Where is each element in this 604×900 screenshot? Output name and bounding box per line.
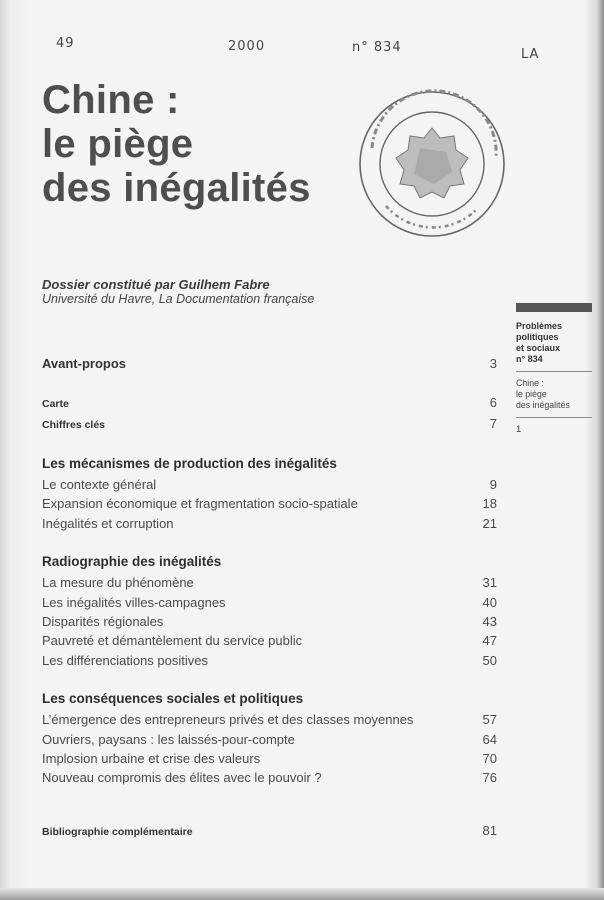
sidebar-divider [516,371,592,372]
section-title: Radiographie des inégalités [42,554,222,570]
toc-entry: Nouveau compromis des élites avec le pouvoir ? 76 [42,770,497,786]
toc-entry-chiffres: Chiffres clés 7 [42,416,497,431]
handwritten-year: 2000 [228,39,266,54]
title-line: Chine : [42,78,180,122]
toc-section [42,455,497,533]
dossier-author: Dossier constitué par Guilhem Fabre [42,277,270,292]
toc-section [42,690,497,788]
toc-entry: Expansion économique et fragmentation socio-spatiale 18 [42,496,497,512]
title-line: des inégalités [42,166,311,210]
toc-entry-bibliography: Bibliographie complémentaire 81 [42,823,497,838]
dossier-credit [42,277,314,307]
toc-entry: Implosion urbaine et crise des valeurs 70 [42,751,497,767]
toc-entry: Pauvreté et démantèlement du service public 47 [42,633,497,649]
toc-entry: L’émergence des entrepreneurs privés et des classes moyennes 57 [42,712,497,728]
page-bottom-edge [0,888,604,900]
toc-entry-avant-propos: Avant-propos 3 [42,356,497,371]
library-stamp [356,88,508,240]
section-title: Les conséquences sociales et politiques [42,691,304,707]
sidebar-page-number: 1 [516,424,522,435]
handwritten-code: LA [521,47,540,62]
toc-entry-carte: Carte 6 [42,395,497,410]
series-title: Problèmes politiques et sociaux n° 834 [516,321,563,364]
toc-section [42,553,497,670]
toc-entry: Les différenciations positives 50 [42,652,497,668]
dossier-affiliation: Université du Havre, La Documentation française [42,292,315,306]
page-title [42,78,311,210]
sidebar-divider [516,417,592,418]
handwritten-issue: n° 834 [352,40,402,55]
table-of-contents [42,356,497,788]
toc-entry: Ouvriers, paysans : les laissés-pour-compte 64 [42,731,497,747]
toc-entry: Les inégalités villes-campagnes 40 [42,594,497,610]
toc-entry: Disparités régionales 43 [42,614,497,630]
sidebar-bar [516,303,592,312]
title-line: le piège [42,122,194,166]
toc-entry: La mesure du phénomène 31 [42,575,497,591]
handwritten-number: 49 [56,36,75,51]
sidebar-short-title: Chine : le piège des inégalités [516,378,570,410]
toc-entry: Le contexte général 9 [42,477,497,492]
series-sidebar [516,303,592,435]
toc-entry: Inégalités et corruption 21 [42,515,497,531]
section-title: Les mécanismes de production des inégalités [42,456,337,471]
